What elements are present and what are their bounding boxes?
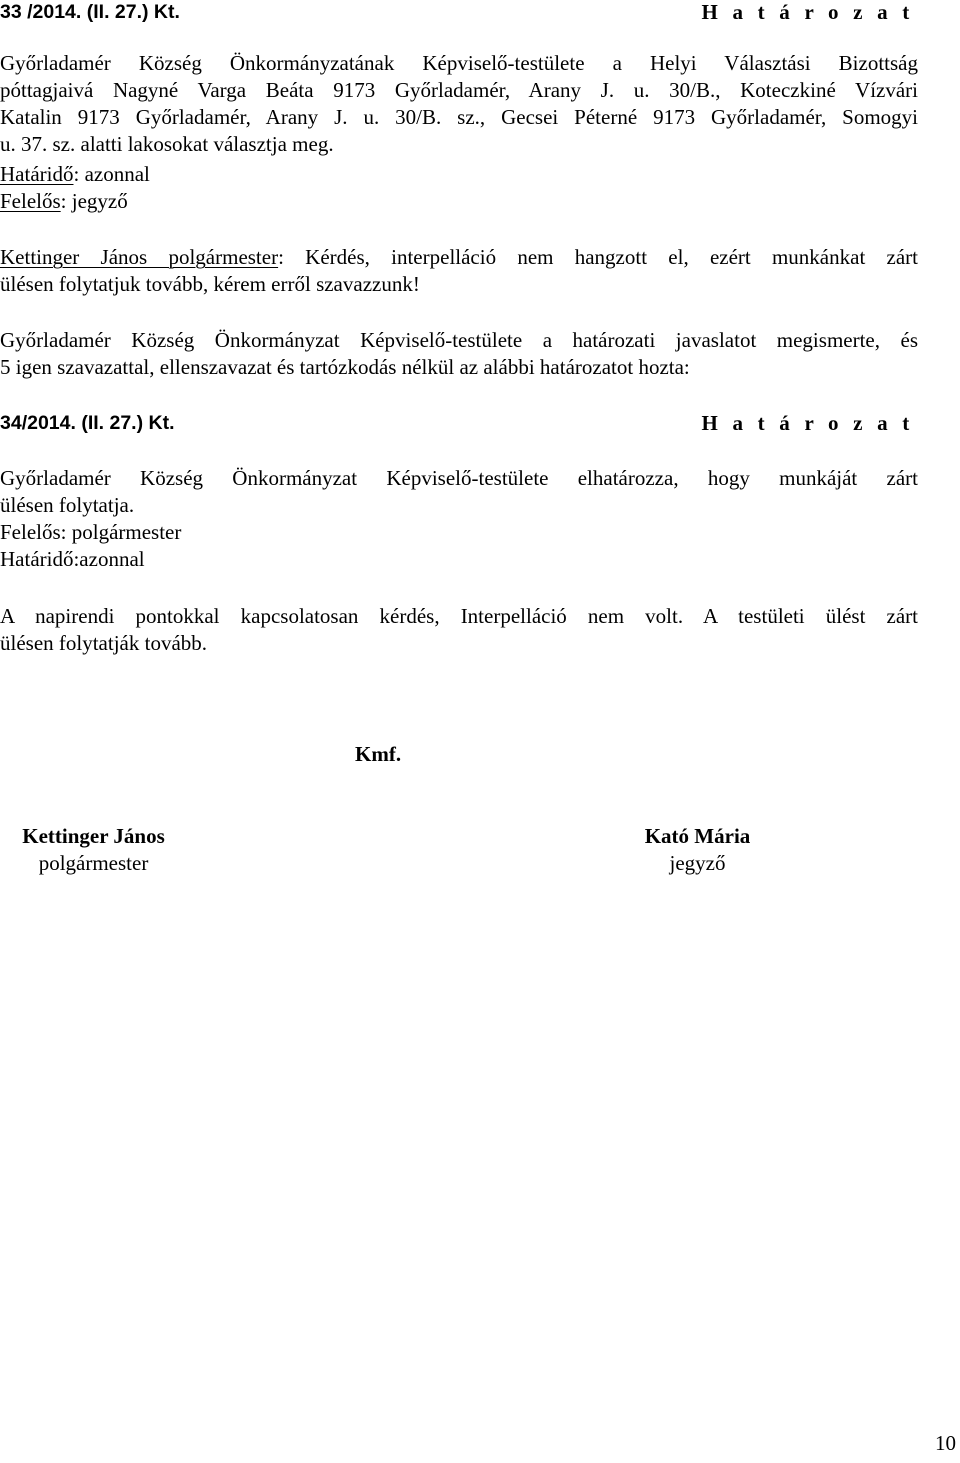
closing-statement: [0, 603, 918, 657]
vote-statement-line: 5 igen szavazattal, ellenszavazat és tartózkodás nélkül az alábbi határozatot hozta:: [0, 355, 690, 379]
deadline-label: Határidő: [0, 162, 74, 186]
signer-title: polgármester: [38, 851, 149, 875]
resolution-number: 33 /2014. (II. 27.) Kt.: [0, 1, 180, 23]
resolution-body-line: Katalin 9173 Győrladamér, Arany J. u. 30/B. sz., Gecsei Péterné 9173 Győrladamér, Somogyi: [0, 105, 918, 129]
resolution-body-line: ülésen folytatja.: [0, 493, 135, 517]
vote-statement-line: Győrladamér Község Önkormányzat Képviselő-testülete a határozati javaslatot megismerte, és: [0, 328, 918, 352]
resolution-heading: H a t á r o z a t: [701, 0, 914, 24]
page-number: 10: [935, 1431, 956, 1455]
responsible-line: Felelős: polgármester: [0, 520, 182, 544]
signer-name: Kettinger János: [22, 824, 165, 848]
signer-title: jegyző: [669, 851, 726, 875]
closing-line: ülésen folytatják tovább.: [0, 631, 208, 655]
resolution-body-line: Győrladamér Község Önkormányzat Képviselő-testülete elhatározza, hogy munkáját zárt: [0, 466, 918, 490]
signer-name: Kató Mária: [644, 824, 751, 848]
speaker-name: Kettinger János polgármester: [0, 245, 279, 269]
resolution-heading: H a t á r o z a t: [701, 411, 914, 435]
signature-right: [625, 823, 770, 877]
deadline-value: : azonnal: [73, 162, 150, 186]
responsible-label: Felelős: [0, 189, 61, 213]
mayor-statement-line: [0, 244, 918, 271]
resolution-number: 34/2014. (II. 27.) Kt.: [0, 412, 175, 434]
responsible-line: [0, 188, 128, 215]
mayor-statement-text: : Kérdés, interpelláció nem hangzott el, ezért munkánkat zárt: [278, 245, 919, 269]
deadline-line: [0, 161, 150, 188]
mayor-statement-line: ülésen folytatjuk tovább, kérem erről szavazzunk!: [0, 272, 420, 296]
kmf-label: Kmf.: [355, 742, 402, 766]
signature-left: [0, 823, 187, 877]
resolution-body-line: póttagjaivá Nagyné Varga Beáta 9173 Győrladamér, Arany J. u. 30/B., Koteczkiné Vízvári: [0, 78, 918, 102]
resolution-body-line: u. 37. sz. alatti lakosokat választja meg.: [0, 132, 334, 156]
mayor-statement: [0, 244, 918, 298]
resolution-body: [0, 50, 918, 158]
vote-statement: [0, 327, 918, 381]
closing-line: A napirendi pontokkal kapcsolatosan kérdés, Interpelláció nem volt. A testületi ülést zárt: [0, 604, 918, 628]
resolution-body: [0, 465, 918, 519]
resolution-body-line: Győrladamér Község Önkormányzatának Képviselő-testülete a Helyi Választási Bizottság: [0, 51, 918, 75]
responsible-value: : jegyző: [60, 189, 128, 213]
deadline-line: Határidő:azonnal: [0, 547, 145, 571]
